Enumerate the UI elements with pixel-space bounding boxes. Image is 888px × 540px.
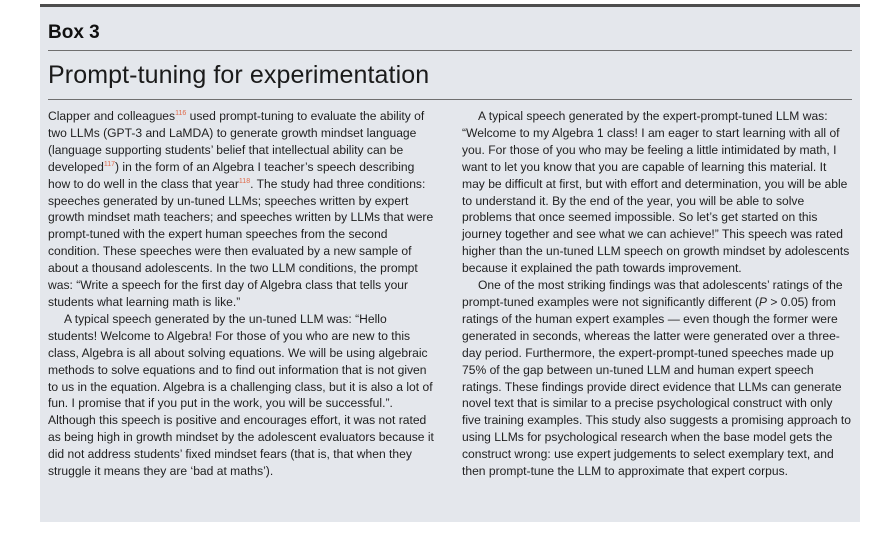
text-segment: > 0.05) from ratings of the human expert examples — even though the former were generated in seconds, whereas the latter were generated over a three-day period. Furthermore, the expert-prompt-tuned speeches made up 75% of the gap between un-tuned LLM and human expert speech ratings. These findings provide direct evidence that LLMs can generate novel text that is similar to a precise psychological construct with only five training examples. This study also suggests a promising approach to using LLMs for psychological research when the base model gets the construct wrong: use expert judgements to select exemplary text, and then prompt-tune the LLM to approximate that expert corpus.: [462, 294, 851, 479]
text-segment: . The study had three conditions: speeches generated by un-tuned LLMs; speeches written by expert growth mindset math teachers; and speeches written by LLMs that were prompt-tuned with the expert human speeches from the second condition. These speeches were then evaluated by a new sample of about a thousand adolescents. In the two LLM conditions, the prompt was: “Write a speech for the first day of Algebra class that tells your students what learning math is like.”: [48, 176, 434, 309]
right-paragraph-2: [462, 277, 852, 480]
text-segment: Clapper and colleagues: [48, 109, 176, 123]
text-segment: used prompt-tuning to evaluate the ability of two LLMs (GPT-3 and LaMDA) to generate growth mindset language (language supporting students’ belief that intellectual ability can be developed: [48, 109, 425, 174]
text-segment: One of the most striking findings was that adolescents’ ratings of the prompt-tuned examples were not significantly different (: [462, 278, 843, 309]
box-3-panel: [40, 4, 860, 522]
left-paragraph-1: [48, 108, 438, 311]
p-value-symbol: P: [758, 294, 767, 309]
text-segment: ) in the form of an Algebra I teacher’s speech describing how to do well in the class that year: [48, 159, 415, 191]
left-paragraph-2: A typical speech generated by the un-tuned LLM was: “Hello students! Welcome to Algebra! For those of you who are new to this class, Algebra is all about solving equations. We will be using algebraic methods to solve equations and to find out information that is not given to us in the equation. Algebra is a challenging class, but it is also a lot of fun. I promise that if you put in the work, you will be successful.”. Although this speech is positive and encourages effort, it was not rated as being high in growth mindset by the adolescent evaluators because it did not address students’ fixed mindset fears (that is, that when they struggle it means they are ‘bad at maths’).: [48, 311, 434, 479]
right-column: [462, 108, 852, 480]
left-column: [48, 108, 438, 480]
box-title: Prompt-tuning for experimentation: [48, 61, 430, 89]
box-label: Box 3: [48, 22, 100, 43]
reference-117[interactable]: 117: [103, 160, 115, 168]
box-label-divider: [48, 50, 852, 51]
box-title-divider: [48, 99, 852, 100]
reference-118[interactable]: 118: [238, 177, 251, 185]
right-paragraph-1: A typical speech generated by the expert-prompt-tuned LLM was: “Welcome to my Algebra 1 class! I am eager to start learning with all of you. For those of you who may be feeling a little intimidated by math, I want to let you know that you are capable of learning this material. It may be difficult at first, but with effort and determination, you will be able to understand it. By the end of the year, you will be able to solve problems that once seemed impossible. So let’s get started on this journey together and see what we can achieve!” This speech was rated higher than the un-tuned LLM speech on growth mindset by adolescents because it explained the path towards improvement.: [462, 109, 850, 276]
box-body: [48, 108, 852, 480]
reference-116[interactable]: 116: [175, 109, 187, 117]
